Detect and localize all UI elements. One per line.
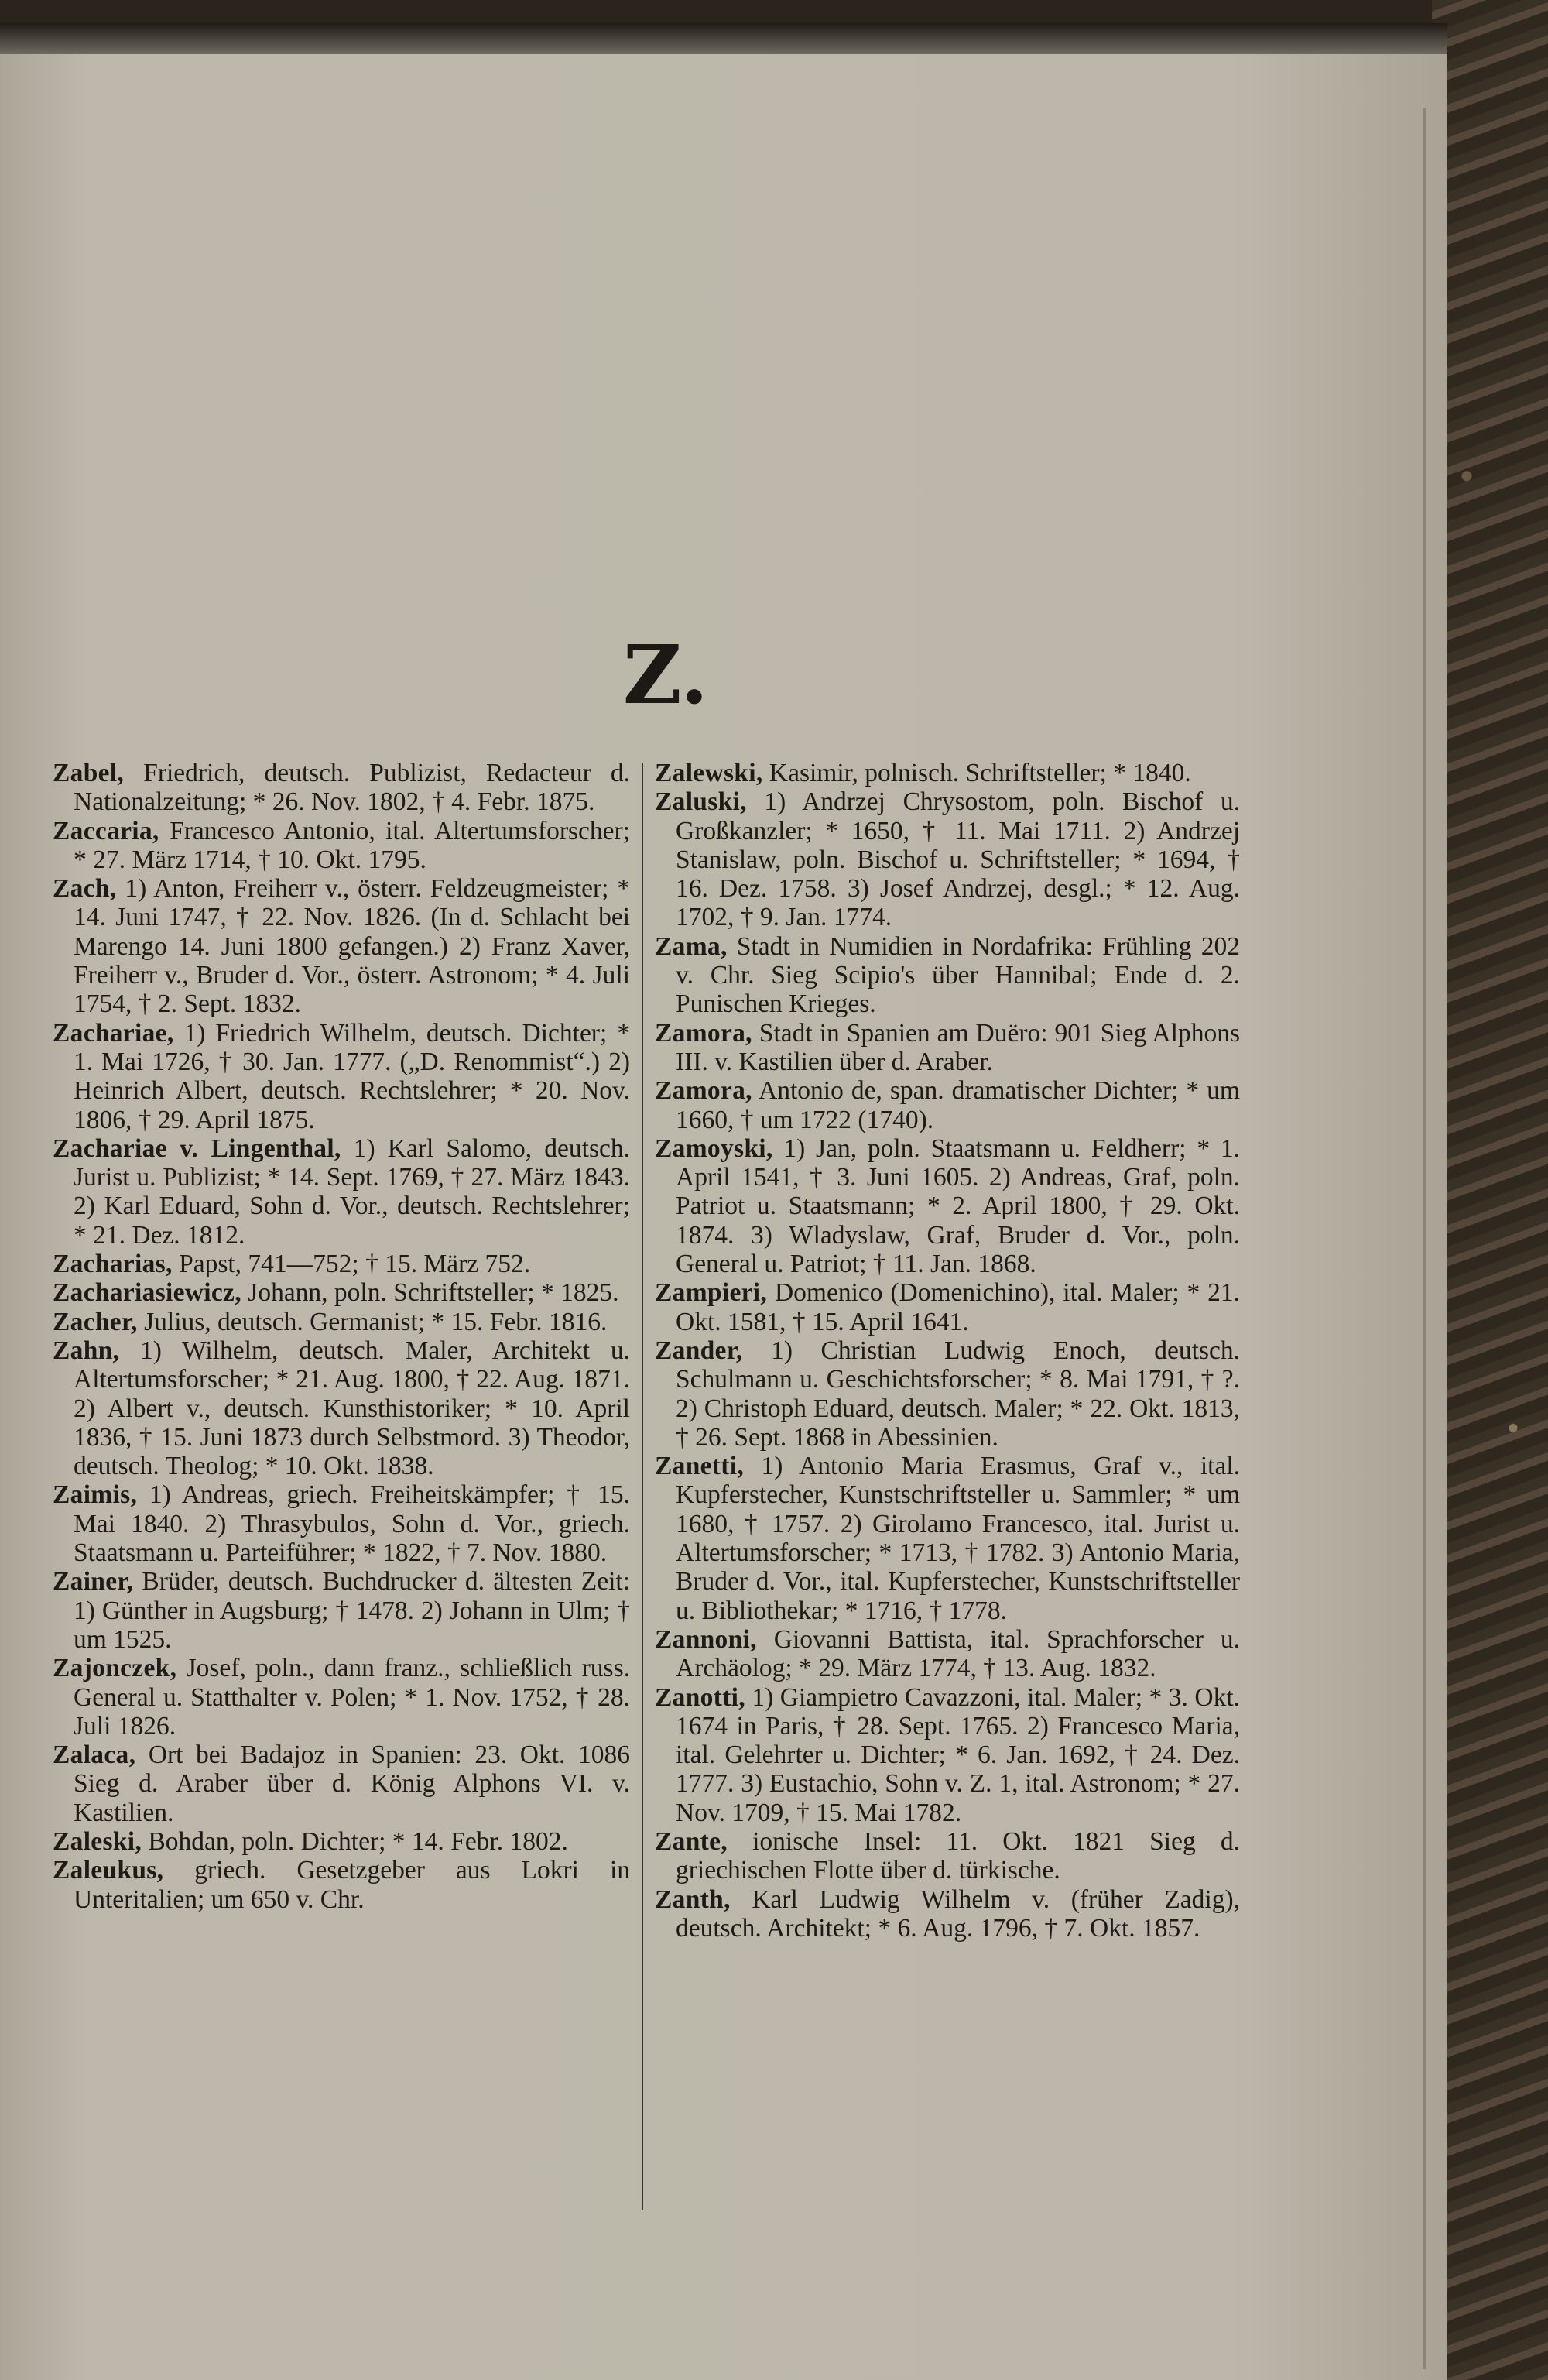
entry-text: Julius, deutsch. Germanist; * 15. Febr. 1816. (144, 1307, 608, 1336)
entry-head: Zaluski, (655, 787, 747, 817)
entry-text: 1) Christian Ludwig Enoch, deutsch. Schulmann u. Geschichtsforscher; * 8. Mai 1791, † ?. 2) Christoph Eduard, deutsch. Maler; * 22. Okt. 1813, † 26. Sept. 1868 in Abessinien. (676, 1336, 1240, 1452)
entry (53, 874, 630, 1018)
entry-head: Zama, (655, 931, 728, 961)
entry-head: Zaimis, (53, 1480, 138, 1510)
entry (655, 1076, 1240, 1134)
entry (655, 1827, 1240, 1885)
column-divider (642, 763, 643, 2210)
entry-text: 1) Antonio Maria Erasmus, Graf v., ital. Kupferstecher, Kunstschriftsteller u. Sammler; * um 1680, † 1757. 2) Girolamo Francesco, ital. Jurist u. Altertumsforscher; * 1713, † 1782. 3) Antonio Maria, Bruder d. Vor., ital. Kupferstecher, Kunstschriftsteller u. Bibliothekar; * 1716, † 1778. (676, 1452, 1241, 1625)
entry-text: 1) Jan, poln. Staatsmann u. Feldherr; * 1. April 1541, † 3. Juni 1605. 2) Andreas, Graf, poln. Patriot u. Staatsmann; * 2. April 1800, † 29. Okt. 1874. 3) Wladyslaw, Graf, Bruder d. Vor., poln. General u. Patriot; † 11. Jan. 1868. (676, 1133, 1240, 1279)
entry (655, 759, 1240, 787)
entry (655, 1452, 1240, 1625)
entry-head: Zander, (655, 1336, 743, 1365)
entry-text: 1) Andreas, griech. Freiheitskämpfer; † 15. Mai 1840. 2) Thrasybulos, Sohn d. Vor., griech. Staatsmann u. Parteiführer; * 1822, † 7. Nov. 1880. (74, 1480, 631, 1568)
page-top-edge (0, 23, 1447, 54)
entry (53, 759, 630, 817)
entry-text: 1) Wilhelm, deutsch. Maler, Architekt u. Altertumsforscher; * 21. Aug. 1800, † 22. Aug. 1871. 2) Albert v., deutsch. Kunsthistoriker; * 10. April 1836, † 15. Juni 1873 durch Selbstmord. 3) Theodor, deutsch. Theolog; * 10. Okt. 1838. (74, 1336, 630, 1481)
entry-text: Domenico (Domenichino), ital. Maler; * 21. Okt. 1581, † 15. April 1641. (676, 1278, 1241, 1336)
entry (655, 787, 1240, 931)
entry-head: Zalewski, (655, 759, 763, 787)
entry (655, 932, 1240, 1019)
entry-head: Zacher, (53, 1307, 138, 1336)
entry-text: Antonio de, span. dramatischer Dichter; * um 1660, † um 1722 (1740). (676, 1076, 1240, 1134)
entry-text: 1) Friedrich Wilhelm, deutsch. Dichter; * 1. Mai 1726, † 30. Jan. 1777. („D. Renommist“.) 2) Heinrich Albert, deutsch. Rechtslehrer; * 20. Nov. 1806, † 29. April 1875. (74, 1018, 631, 1134)
entry-head: Zach, (53, 874, 117, 904)
entry-head: Zamora, (655, 1076, 752, 1106)
page-right-rule (1423, 108, 1426, 2369)
entry (53, 1654, 630, 1740)
entry-text: Francesco Antonio, ital. Altertumsforscher; * 27. März 1714, † 10. Okt. 1795. (74, 816, 631, 874)
entry (655, 1278, 1240, 1336)
entry (53, 1480, 630, 1567)
entry-text: 1) Giampietro Cavazzoni, ital. Maler; * 3. Okt. 1674 in Paris, † 28. Sept. 1765. 2) Francesco Maria, ital. Gelehrter u. Dichter; * 6. Jan. 1692, † 24. Dez. 1777. 3) Eustachio, Sohn v. Z. 1, ital. Astronom; * 27. Nov. 1709, † 15. Mai 1782. (676, 1682, 1241, 1827)
entry-head: Zainer, (53, 1567, 134, 1596)
entry-head: Zacharias, (53, 1250, 173, 1279)
book-page (0, 23, 1447, 2380)
entry (53, 1250, 630, 1278)
entry-text: Friedrich, deutsch. Publizist, Redacteur d. Nationalzeitung; * 26. Nov. 1802, † 4. Febr. 1875. (74, 759, 631, 817)
entry-head: Zanetti, (655, 1452, 744, 1481)
entry (53, 1567, 630, 1654)
entry (53, 1134, 630, 1250)
entry-head: Zampieri, (655, 1278, 768, 1308)
entry-text: Bohdan, poln. Dichter; * 14. Febr. 1802. (148, 1826, 568, 1856)
entry-head: Zachariasiewicz, (53, 1278, 241, 1308)
entry-text: Kasimir, polnisch. Schriftsteller; * 1840. (769, 759, 1191, 787)
entry-head: Zajonczek, (53, 1654, 177, 1683)
entry (53, 1308, 630, 1336)
entry (655, 1683, 1240, 1827)
entry-head: Zaleukus, (53, 1856, 164, 1885)
section-letter: Z. (622, 627, 709, 722)
entry-head: Zalaca, (53, 1740, 136, 1770)
entry-head: Zahn, (53, 1336, 120, 1365)
entry-head: Zannoni, (655, 1624, 757, 1654)
left-column (53, 759, 630, 1914)
entry-head: Zabel, (53, 759, 125, 787)
book-binding-edge (1432, 0, 1548, 2380)
entry-text: Giovanni Battista, ital. Sprachforscher u. Archäolog; * 29. März 1774, † 13. Aug. 1832. (676, 1624, 1241, 1683)
entry-head: Zanth, (655, 1884, 731, 1914)
entry-head: Zaccaria, (53, 816, 159, 845)
entry (53, 1827, 630, 1856)
entry-head: Zamoyski, (655, 1133, 773, 1163)
entry-text: Stadt in Spanien am Duëro: 901 Sieg Alphons III. v. Kastilien über d. Araber. (676, 1018, 1241, 1076)
entry-text: 1) Anton, Freiherr v., österr. Feldzeugmeister; * 14. Juni 1747, † 22. Nov. 1826. (In d. Schlacht bei Marengo 14. Juni 1800 gefangen.) 2) Franz Xaver, Freiherr v., Bruder d. Vor., österr. Astronom; * 4. Juli 1754, † 2. Sept. 1832. (74, 874, 630, 1019)
entry (53, 817, 630, 875)
entry-text: griech. Gesetzgeber aus Lokri in Unteritalien; um 650 v. Chr. (74, 1856, 630, 1914)
entry (53, 1336, 630, 1480)
entry-text: 1) Karl Salomo, deutsch. Jurist u. Publizist; * 14. Sept. 1769, † 27. März 1843. 2) Karl Eduard, Sohn d. Vor., deutsch. Rechtslehrer; * 21. Dez. 1812. (74, 1133, 630, 1250)
entry-text: Stadt in Numidien in Nordafrika: Frühling 202 v. Chr. Sieg Scipio's über Hannibal; Ende d. 2. Punischen Krieges. (676, 931, 1240, 1019)
entry (655, 1625, 1240, 1683)
entry-text: 1) Andrzej Chrysostom, poln. Bischof u. Großkanzler; * 1650, † 11. Mai 1711. 2) Andrzej Stanislaw, poln. Bischof u. Schriftsteller; * 1694, † 16. Dez. 1758. 3) Josef Andrzej, desgl.; * 12. Aug. 1702, † 9. Jan. 1774. (676, 787, 1240, 932)
entry-text: ionische Insel: 11. Okt. 1821 Sieg d. griechischen Flotte über d. türkische. (676, 1826, 1240, 1885)
entry-head: Zachariae v. Lingenthal, (53, 1133, 341, 1163)
entry (655, 1134, 1240, 1278)
entry-head: Zanotti, (655, 1682, 745, 1712)
entry-text: Johann, poln. Schriftsteller; * 1825. (248, 1278, 619, 1308)
entry-head: Zante, (655, 1826, 728, 1856)
entry (53, 1856, 630, 1914)
entry-head: Zaleski, (53, 1826, 142, 1856)
entry (655, 1019, 1240, 1077)
right-column (655, 759, 1240, 1943)
entry (655, 1885, 1240, 1943)
entry (53, 1019, 630, 1134)
entry (53, 1740, 630, 1827)
entry (655, 1336, 1240, 1452)
entry-text: Karl Ludwig Wilhelm v. (früher Zadig), deutsch. Architekt; * 6. Aug. 1796, † 7. Okt. 1857. (676, 1884, 1241, 1943)
entry-text: Brüder, deutsch. Buchdrucker d. ältesten Zeit: 1) Günther in Augsburg; † 1478. 2) Johann in Ulm; † um 1525. (74, 1567, 630, 1654)
entry-text: Papst, 741—752; † 15. März 752. (179, 1250, 531, 1279)
entry (53, 1278, 630, 1307)
entry-text: Ort bei Badajoz in Spanien: 23. Okt. 1086 Sieg d. Araber über d. König Alphons VI. v. Kastilien. (74, 1740, 630, 1827)
entry-head: Zamora, (655, 1018, 752, 1048)
entry-head: Zachariae, (53, 1018, 174, 1048)
entry-text: Josef, poln., dann franz., schließlich russ. General u. Statthalter v. Polen; * 1. Nov. 1752, † 28. Juli 1826. (74, 1654, 630, 1740)
